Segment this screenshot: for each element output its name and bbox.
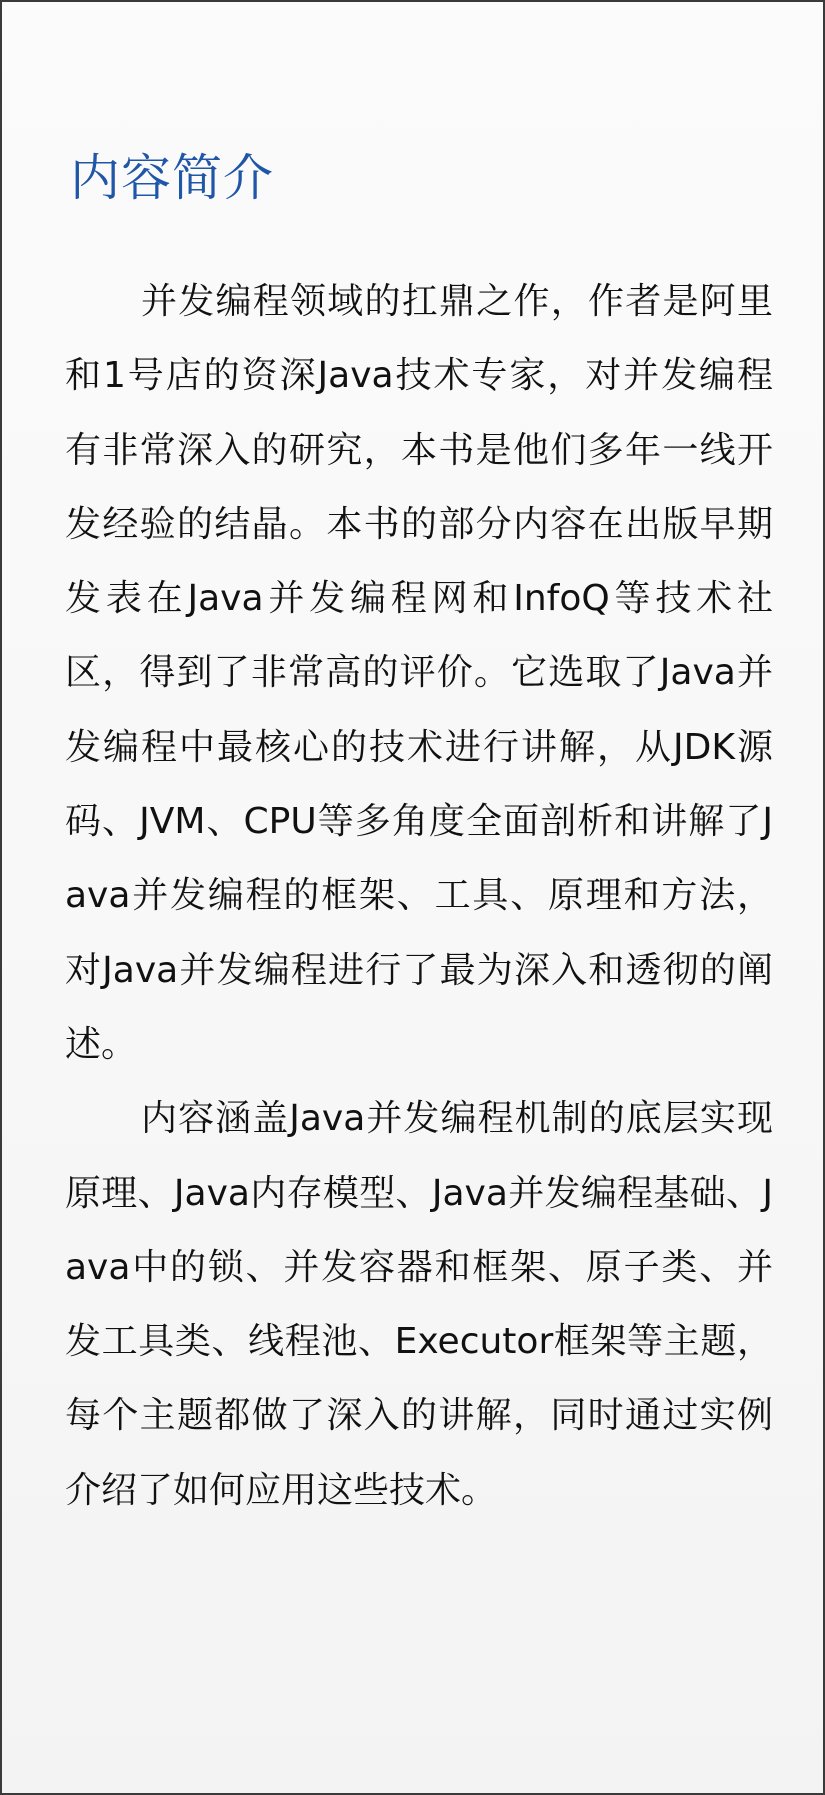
paragraph-1: 并发编程领域的扛鼎之作，作者是阿里和1号店的资深Java技术专家，对并发编程有非常深入的研究，本书是他们多年一线开发经验的结晶。本书的部分内容在出版早期发表在Java并发编程网和InfoQ等技术社区，得到了非常高的评价。它选取了Java并发编程中最核心的技术进行讲解，从JDK源码、JVM、CPU等多角度全面剖析和讲解了Java并发编程的框架、工具、原理和方法，对Java并发编程进行了最为深入和透彻的阐述。 [65,281,773,1065]
paragraph-2: 内容涵盖Java并发编程机制的底层实现原理、Java内存模型、Java并发编程基础、Java中的锁、并发容器和框架、原子类、并发工具类、线程池、Executor框架等主题，每个主题都做了深入的讲解，同时通过实例介绍了如何应用这些技术。 [65,1098,773,1511]
section-title: 内容简介 [70,149,274,207]
section-body [65,265,773,1528]
